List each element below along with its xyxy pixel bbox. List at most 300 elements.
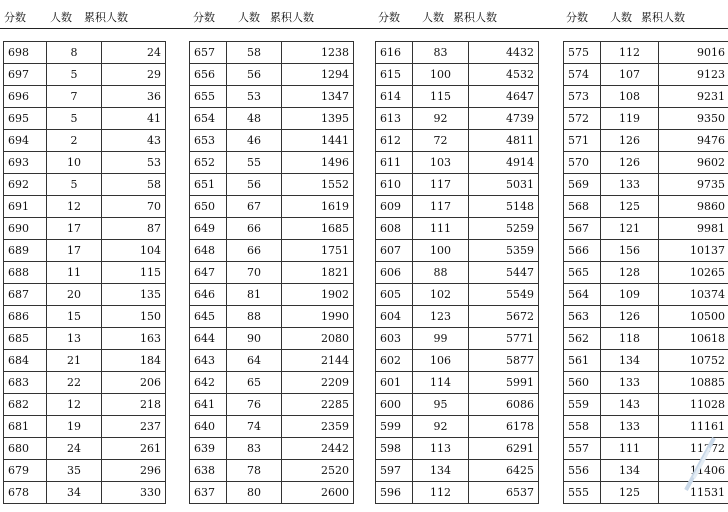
score-cell: 687	[4, 284, 47, 306]
score-cell: 690	[4, 218, 47, 240]
cumulative-cell: 10885	[659, 372, 728, 394]
table-row	[564, 438, 728, 460]
score-cell: 642	[190, 372, 227, 394]
cumulative-cell: 9860	[659, 196, 728, 218]
cumulative-cell: 163	[102, 328, 166, 350]
count-cell: 34	[47, 482, 102, 504]
score-cell: 602	[376, 350, 413, 372]
count-cell: 99	[413, 328, 469, 350]
count-cell: 64	[227, 350, 282, 372]
table-row	[376, 394, 539, 416]
cumulative-cell: 150	[102, 306, 166, 328]
cumulative-cell: 43	[102, 130, 166, 152]
count-cell: 13	[47, 328, 102, 350]
score-cell: 678	[4, 482, 47, 504]
count-cell: 17	[47, 218, 102, 240]
score-cell: 616	[376, 42, 413, 64]
cumulative-cell: 330	[102, 482, 166, 504]
count-cell: 66	[227, 240, 282, 262]
count-cell: 115	[413, 86, 469, 108]
table-row	[190, 350, 354, 372]
cumulative-cell: 1552	[282, 174, 354, 196]
header-count: 人数	[238, 11, 260, 24]
table-row	[190, 108, 354, 130]
table-row	[190, 284, 354, 306]
count-cell: 88	[227, 306, 282, 328]
cumulative-cell: 6086	[469, 394, 539, 416]
cumulative-cell: 5672	[469, 306, 539, 328]
count-cell: 67	[227, 196, 282, 218]
table-row	[376, 328, 539, 350]
table-row	[564, 130, 728, 152]
cumulative-cell: 9123	[659, 64, 728, 86]
score-table-block-3	[375, 41, 539, 504]
cumulative-cell: 5877	[469, 350, 539, 372]
count-cell: 83	[413, 42, 469, 64]
count-cell: 126	[601, 130, 659, 152]
table-row	[190, 262, 354, 284]
table-row	[4, 262, 166, 284]
cumulative-cell: 1751	[282, 240, 354, 262]
count-cell: 92	[413, 416, 469, 438]
count-cell: 2	[47, 130, 102, 152]
score-cell: 685	[4, 328, 47, 350]
cumulative-cell: 41	[102, 108, 166, 130]
table-row	[564, 416, 728, 438]
table-body	[564, 42, 728, 504]
count-cell: 46	[227, 130, 282, 152]
table-row	[190, 152, 354, 174]
table-row	[4, 152, 166, 174]
table-row	[4, 284, 166, 306]
cumulative-cell: 5148	[469, 196, 539, 218]
score-cell: 638	[190, 460, 227, 482]
cumulative-cell: 5447	[469, 262, 539, 284]
cumulative-cell: 5031	[469, 174, 539, 196]
score-cell: 683	[4, 372, 47, 394]
table-row	[376, 372, 539, 394]
table-row	[190, 438, 354, 460]
cumulative-cell: 1821	[282, 262, 354, 284]
header-count: 人数	[50, 11, 72, 24]
score-table-block-1	[3, 41, 166, 504]
header-score: 分数	[378, 11, 400, 24]
cumulative-cell: 10752	[659, 350, 728, 372]
table-row	[4, 86, 166, 108]
count-cell: 125	[601, 196, 659, 218]
table-row	[564, 240, 728, 262]
score-cell: 689	[4, 240, 47, 262]
cumulative-cell: 1294	[282, 64, 354, 86]
table-row	[376, 174, 539, 196]
cumulative-cell: 5771	[469, 328, 539, 350]
count-cell: 133	[601, 416, 659, 438]
table-row	[564, 262, 728, 284]
header-cumulative: 累积人数	[453, 11, 497, 24]
score-cell: 681	[4, 416, 47, 438]
score-cell: 563	[564, 306, 601, 328]
score-cell: 649	[190, 218, 227, 240]
count-cell: 8	[47, 42, 102, 64]
count-cell: 56	[227, 64, 282, 86]
table-row	[4, 394, 166, 416]
count-cell: 5	[47, 174, 102, 196]
table-row	[4, 240, 166, 262]
count-cell: 125	[601, 482, 659, 504]
table-row	[376, 152, 539, 174]
score-cell: 612	[376, 130, 413, 152]
count-cell: 102	[413, 284, 469, 306]
score-cell: 598	[376, 438, 413, 460]
cumulative-cell: 10500	[659, 306, 728, 328]
score-cell: 639	[190, 438, 227, 460]
cumulative-cell: 9981	[659, 218, 728, 240]
table-row	[190, 416, 354, 438]
count-cell: 143	[601, 394, 659, 416]
header-cumulative: 累积人数	[84, 11, 128, 24]
header-cumulative: 累积人数	[270, 11, 314, 24]
score-cell: 610	[376, 174, 413, 196]
cumulative-cell: 6291	[469, 438, 539, 460]
count-cell: 72	[413, 130, 469, 152]
score-cell: 692	[4, 174, 47, 196]
score-cell: 688	[4, 262, 47, 284]
score-cell: 693	[4, 152, 47, 174]
table-row	[376, 306, 539, 328]
count-cell: 117	[413, 196, 469, 218]
cumulative-cell: 36	[102, 86, 166, 108]
count-cell: 126	[601, 152, 659, 174]
count-cell: 22	[47, 372, 102, 394]
table-row	[190, 394, 354, 416]
cumulative-cell: 1990	[282, 306, 354, 328]
score-cell: 601	[376, 372, 413, 394]
score-cell: 682	[4, 394, 47, 416]
score-cell: 684	[4, 350, 47, 372]
score-cell: 691	[4, 196, 47, 218]
count-cell: 117	[413, 174, 469, 196]
score-cell: 648	[190, 240, 227, 262]
header-cumulative: 累积人数	[641, 11, 685, 24]
cumulative-cell: 9735	[659, 174, 728, 196]
count-cell: 12	[47, 196, 102, 218]
cumulative-cell: 2359	[282, 416, 354, 438]
cumulative-cell: 237	[102, 416, 166, 438]
count-cell: 111	[601, 438, 659, 460]
cumulative-cell: 11028	[659, 394, 728, 416]
cumulative-cell: 2209	[282, 372, 354, 394]
table-row	[376, 130, 539, 152]
score-cell: 596	[376, 482, 413, 504]
score-cell: 643	[190, 350, 227, 372]
cumulative-cell: 9016	[659, 42, 728, 64]
score-cell: 640	[190, 416, 227, 438]
count-cell: 74	[227, 416, 282, 438]
cumulative-cell: 1395	[282, 108, 354, 130]
count-cell: 35	[47, 460, 102, 482]
table-row	[376, 218, 539, 240]
score-cell: 568	[564, 196, 601, 218]
score-cell: 603	[376, 328, 413, 350]
count-cell: 10	[47, 152, 102, 174]
table-row	[190, 460, 354, 482]
cumulative-cell: 135	[102, 284, 166, 306]
cumulative-cell: 70	[102, 196, 166, 218]
table-row	[564, 482, 728, 504]
count-cell: 5	[47, 64, 102, 86]
table-row	[564, 86, 728, 108]
cumulative-cell: 115	[102, 262, 166, 284]
score-cell: 575	[564, 42, 601, 64]
table-row	[376, 262, 539, 284]
table-row	[376, 42, 539, 64]
cumulative-cell: 218	[102, 394, 166, 416]
table-row	[564, 284, 728, 306]
table-row	[4, 460, 166, 482]
score-cell: 573	[564, 86, 601, 108]
table-row	[190, 42, 354, 64]
table-row	[190, 174, 354, 196]
header-score: 分数	[566, 11, 588, 24]
table-body	[376, 42, 539, 504]
count-cell: 112	[601, 42, 659, 64]
table-row	[4, 218, 166, 240]
score-cell: 637	[190, 482, 227, 504]
count-cell: 106	[413, 350, 469, 372]
cumulative-cell: 10374	[659, 284, 728, 306]
table-row	[564, 394, 728, 416]
table-row	[376, 438, 539, 460]
score-cell: 644	[190, 328, 227, 350]
table-row	[190, 372, 354, 394]
table-row	[4, 64, 166, 86]
table-row	[376, 350, 539, 372]
table-row	[4, 130, 166, 152]
score-cell: 697	[4, 64, 47, 86]
table-row	[564, 42, 728, 64]
count-cell: 100	[413, 240, 469, 262]
table-row	[190, 482, 354, 504]
count-cell: 134	[413, 460, 469, 482]
score-cell: 647	[190, 262, 227, 284]
cumulative-cell: 296	[102, 460, 166, 482]
cumulative-cell: 1496	[282, 152, 354, 174]
cumulative-cell: 11531	[659, 482, 728, 504]
count-cell: 88	[413, 262, 469, 284]
score-cell: 641	[190, 394, 227, 416]
score-cell: 600	[376, 394, 413, 416]
table-row	[190, 64, 354, 86]
count-cell: 48	[227, 108, 282, 130]
score-cell: 567	[564, 218, 601, 240]
score-cell: 608	[376, 218, 413, 240]
count-cell: 103	[413, 152, 469, 174]
score-cell: 564	[564, 284, 601, 306]
header-count: 人数	[610, 11, 632, 24]
cumulative-cell: 10265	[659, 262, 728, 284]
score-cell: 607	[376, 240, 413, 262]
count-cell: 119	[601, 108, 659, 130]
count-cell: 95	[413, 394, 469, 416]
count-cell: 118	[601, 328, 659, 350]
table-row	[564, 372, 728, 394]
count-cell: 76	[227, 394, 282, 416]
cumulative-cell: 1902	[282, 284, 354, 306]
score-cell: 613	[376, 108, 413, 130]
table-row	[564, 218, 728, 240]
count-cell: 134	[601, 460, 659, 482]
score-cell: 556	[564, 460, 601, 482]
score-cell: 557	[564, 438, 601, 460]
table-row	[564, 196, 728, 218]
count-cell: 15	[47, 306, 102, 328]
score-cell: 609	[376, 196, 413, 218]
cumulative-cell: 9602	[659, 152, 728, 174]
score-cell: 654	[190, 108, 227, 130]
count-cell: 114	[413, 372, 469, 394]
table-row	[4, 416, 166, 438]
header-score: 分数	[4, 11, 26, 24]
count-cell: 112	[413, 482, 469, 504]
score-cell: 652	[190, 152, 227, 174]
table-row	[376, 64, 539, 86]
table-row	[4, 42, 166, 64]
table-row	[4, 438, 166, 460]
table-body	[190, 42, 354, 504]
count-cell: 5	[47, 108, 102, 130]
count-cell: 11	[47, 262, 102, 284]
header-score: 分数	[193, 11, 215, 24]
score-cell: 698	[4, 42, 47, 64]
score-cell: 614	[376, 86, 413, 108]
count-cell: 90	[227, 328, 282, 350]
count-cell: 134	[601, 350, 659, 372]
table-row	[376, 416, 539, 438]
score-cell: 597	[376, 460, 413, 482]
count-cell: 58	[227, 42, 282, 64]
cumulative-cell: 2285	[282, 394, 354, 416]
score-cell: 558	[564, 416, 601, 438]
score-cell: 650	[190, 196, 227, 218]
table-row	[376, 108, 539, 130]
count-cell: 56	[227, 174, 282, 196]
cumulative-cell: 4647	[469, 86, 539, 108]
score-cell: 571	[564, 130, 601, 152]
cumulative-cell: 9350	[659, 108, 728, 130]
table-row	[564, 328, 728, 350]
count-cell: 78	[227, 460, 282, 482]
score-cell: 605	[376, 284, 413, 306]
score-cell: 570	[564, 152, 601, 174]
score-cell: 656	[190, 64, 227, 86]
cumulative-cell: 1347	[282, 86, 354, 108]
table-row	[4, 350, 166, 372]
cumulative-cell: 1238	[282, 42, 354, 64]
table-row	[376, 284, 539, 306]
cumulative-cell: 5991	[469, 372, 539, 394]
score-cell: 645	[190, 306, 227, 328]
cumulative-cell: 184	[102, 350, 166, 372]
score-cell: 566	[564, 240, 601, 262]
table-row	[190, 218, 354, 240]
table-row	[190, 86, 354, 108]
count-cell: 20	[47, 284, 102, 306]
table-row	[190, 196, 354, 218]
count-cell: 55	[227, 152, 282, 174]
cumulative-cell: 206	[102, 372, 166, 394]
cumulative-cell: 2144	[282, 350, 354, 372]
score-cell: 653	[190, 130, 227, 152]
count-cell: 12	[47, 394, 102, 416]
count-cell: 17	[47, 240, 102, 262]
table-row	[564, 460, 728, 482]
cumulative-cell: 9476	[659, 130, 728, 152]
count-cell: 19	[47, 416, 102, 438]
cumulative-cell: 87	[102, 218, 166, 240]
count-cell: 7	[47, 86, 102, 108]
table-row	[564, 174, 728, 196]
count-cell: 133	[601, 174, 659, 196]
cumulative-cell: 1685	[282, 218, 354, 240]
score-cell: 679	[4, 460, 47, 482]
score-cell: 604	[376, 306, 413, 328]
score-cell: 572	[564, 108, 601, 130]
score-cell: 694	[4, 130, 47, 152]
cumulative-cell: 104	[102, 240, 166, 262]
cumulative-cell: 10618	[659, 328, 728, 350]
cumulative-cell: 5359	[469, 240, 539, 262]
table-row	[376, 460, 539, 482]
score-cell: 655	[190, 86, 227, 108]
score-cell: 561	[564, 350, 601, 372]
table-row	[190, 130, 354, 152]
table-row	[4, 372, 166, 394]
count-cell: 156	[601, 240, 659, 262]
cumulative-cell: 4532	[469, 64, 539, 86]
score-table-block-4	[563, 41, 728, 504]
count-cell: 24	[47, 438, 102, 460]
score-cell: 560	[564, 372, 601, 394]
score-cell: 574	[564, 64, 601, 86]
count-cell: 80	[227, 482, 282, 504]
table-body	[4, 42, 166, 504]
cumulative-cell: 2600	[282, 482, 354, 504]
cumulative-cell: 4739	[469, 108, 539, 130]
score-cell: 599	[376, 416, 413, 438]
score-cell: 646	[190, 284, 227, 306]
cumulative-cell: 2080	[282, 328, 354, 350]
count-cell: 109	[601, 284, 659, 306]
score-cell: 686	[4, 306, 47, 328]
score-cell: 565	[564, 262, 601, 284]
cumulative-cell: 1441	[282, 130, 354, 152]
count-cell: 107	[601, 64, 659, 86]
cumulative-cell: 4811	[469, 130, 539, 152]
table-row	[376, 86, 539, 108]
cumulative-cell: 261	[102, 438, 166, 460]
cumulative-cell: 6425	[469, 460, 539, 482]
count-cell: 121	[601, 218, 659, 240]
table-row	[4, 108, 166, 130]
score-cell: 680	[4, 438, 47, 460]
table-row	[4, 196, 166, 218]
score-cell: 611	[376, 152, 413, 174]
count-cell: 108	[601, 86, 659, 108]
cumulative-cell: 2442	[282, 438, 354, 460]
cumulative-cell: 1619	[282, 196, 354, 218]
count-cell: 123	[413, 306, 469, 328]
score-cell: 606	[376, 262, 413, 284]
